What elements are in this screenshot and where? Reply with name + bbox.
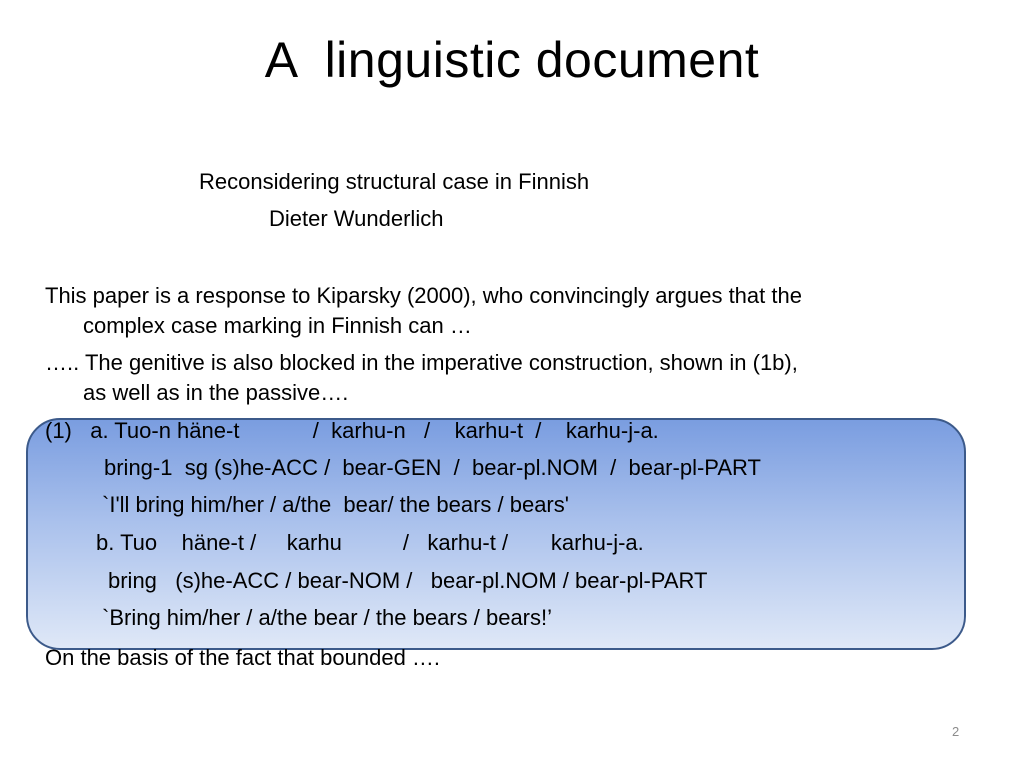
- intro-paragraph-line-2: complex case marking in Finnish can …: [83, 313, 472, 338]
- page-number: 2: [952, 724, 960, 739]
- intro-paragraph: [45, 281, 975, 341]
- example-1b-gloss: bring (s)he-ACC / bear-NOM / bear-pl.NOM / bear-pl-PART: [108, 568, 708, 593]
- slide-title: A linguistic document: [264, 32, 760, 88]
- genitive-paragraph-line-1: ….. The genitive is also blocked in the imperative construction, shown in (1b),: [45, 350, 798, 375]
- paper-title: Reconsidering structural case in Finnish: [199, 169, 590, 194]
- example-1a-translation: `I'll bring him/her / a/the bear/ the bears / bears': [102, 492, 569, 517]
- closing-line: On the basis of the fact that bounded ….: [45, 645, 441, 670]
- paper-author: Dieter Wunderlich: [269, 206, 444, 231]
- genitive-paragraph: [45, 348, 975, 408]
- genitive-paragraph-line-2: as well as in the passive….: [83, 380, 349, 405]
- example-1b-line: b. Tuo häne-t / karhu / karhu-t / karhu-j-a.: [96, 530, 644, 555]
- example-1b-translation: `Bring him/her / a/the bear / the bears / bears!’: [102, 605, 553, 630]
- example-1a-line: (1) a. Tuo-n häne-t / karhu-n / karhu-t / karhu-j-a.: [45, 418, 659, 443]
- example-1a-gloss: bring-1 sg (s)he-ACC / bear-GEN / bear-pl.NOM / bear-pl-PART: [104, 455, 761, 480]
- intro-paragraph-line-1: This paper is a response to Kiparsky (2000), who convincingly argues that the: [45, 283, 802, 308]
